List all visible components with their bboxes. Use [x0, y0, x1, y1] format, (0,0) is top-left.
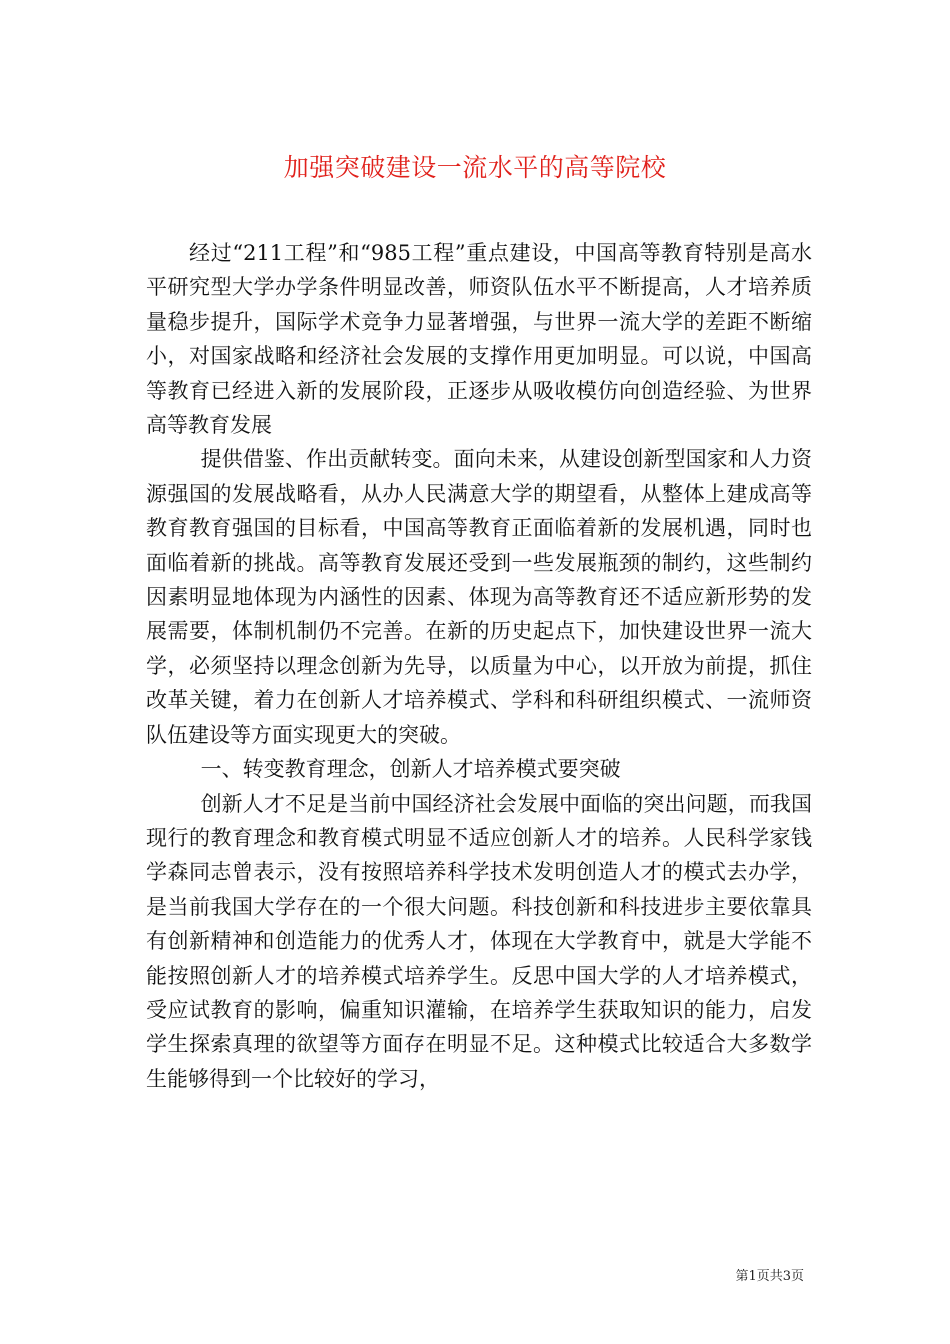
document-body: [146, 236, 812, 1096]
document-title: 加强突破建设一流水平的高等院校: [283, 152, 667, 182]
paragraph: 提供借鉴、作出贡献转变。面向未来，从建设创新型国家和人力资源强国的发展战略看，从办人民满意大学的期望看，从整体上建成高等教育教育强国的目标看，中国高等教育正面临着新的发展机遇，同时也面临着新的挑战。高等教育发展还受到一些发展瓶颈的制约，这些制约因素明显地体现为内涵性的因素、体现为高等教育还不适应新形势的发展需要，体制机制仍不完善。在新的历史起点下，加快建设世界一流大学，必须坚持以理念创新为先导，以质量为中心，以开放为前提，抓住改革关键，着力在创新人才培养模式、学科和科研组织模式、一流师资队伍建设等方面实现更大的突破。: [146, 447, 812, 747]
section-heading: 一、转变教育理念，创新人才培养模式要突破: [200, 757, 621, 782]
paragraph: 经过“211工程”和“985工程”重点建设，中国高等教育特别是高水平研究型大学办学条件明显改善，师资队伍水平不断提高，人才培养质量稳步提升，国际学术竞争力显著增强，与世界一流大学的差距不断缩小，对国家战略和经济社会发展的支撑作用更加明显。可以说，中国高等教育已经进入新的发展阶段，正逐步从吸收模仿向创造经验、为世界高等教育发展: [146, 241, 812, 438]
paragraph: 创新人才不足是当前中国经济社会发展中面临的突出问题，而我国现行的教育理念和教育模式明显不适应创新人才的培养。人民科学家钱学森同志曾表示，没有按照培养科学技术发明创造人才的模式去办学，是当前我国大学存在的一个很大问题。科技创新和科技进步主要依靠具有创新精神和创造能力的优秀人才，体现在大学教育中，就是大学能不能按照创新人才的培养模式培养学生。反思中国大学的人才培养模式，受应试教育的影响，偏重知识灌输，在培养学生获取知识的能力，启发学生探索真理的欲望等方面存在明显不足。这种模式比较适合大多数学生能够得到一个比较好的学习，: [146, 791, 812, 1091]
page-number: 第1页共3页: [735, 1269, 804, 1284]
